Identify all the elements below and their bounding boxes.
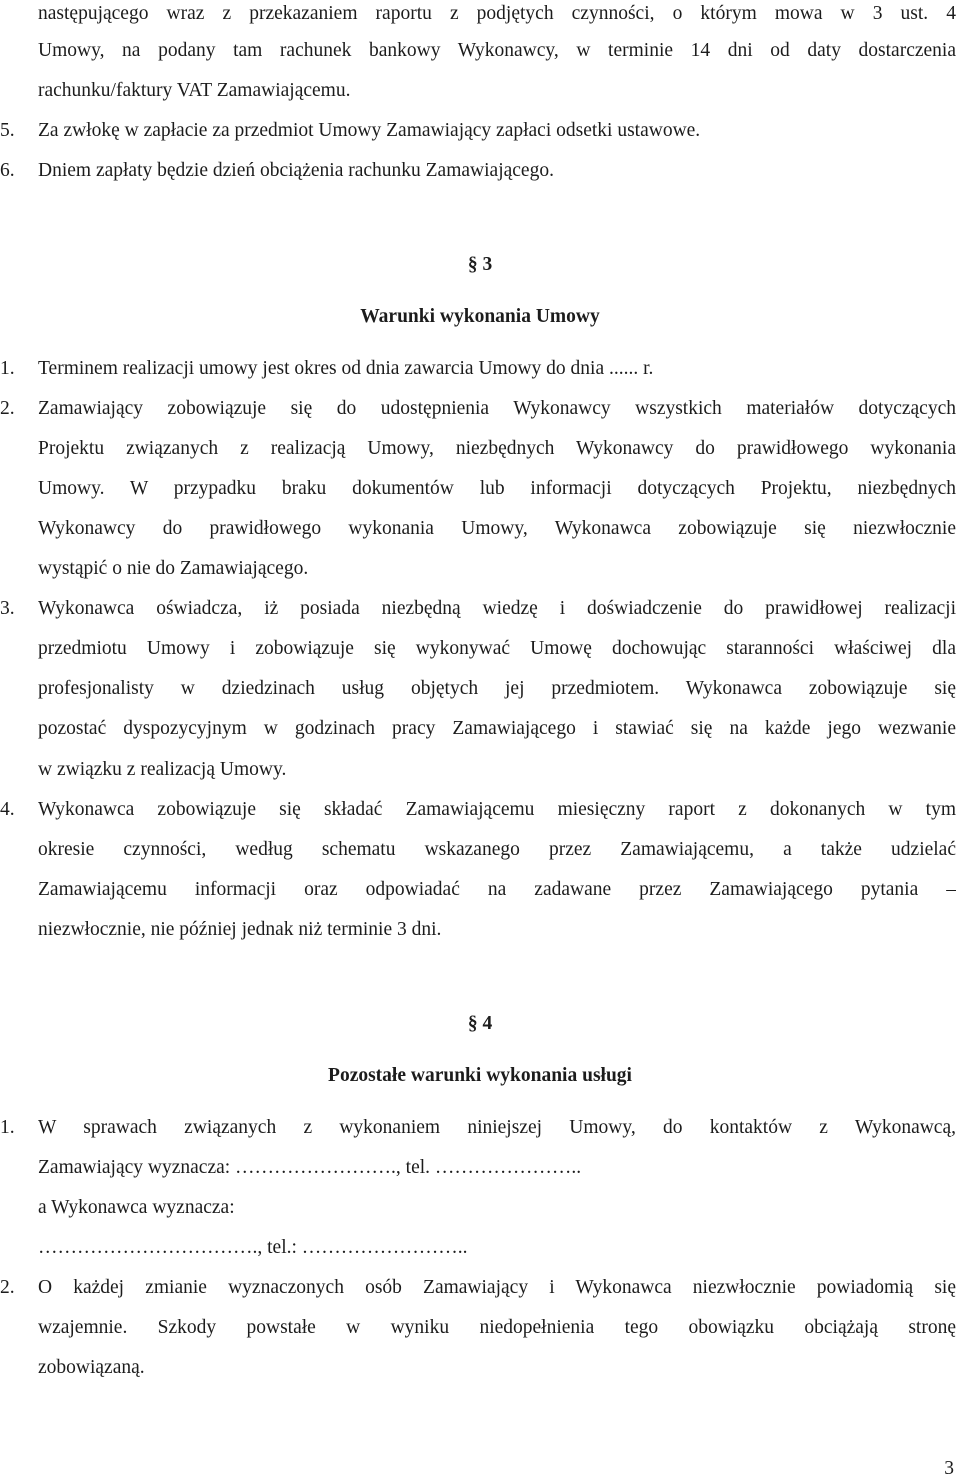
paragraph-line: Projektu związanych z realizacją Umowy, niezbędnych Wykonawcy do prawidłowego wykonania [38, 438, 956, 459]
section-symbol: § 3 [467, 254, 493, 275]
paragraph-line: pozostać dyspozycyjnym w godzinach pracy Zamawiającego i stawiać się na każde jego wezwanie [38, 718, 956, 739]
paragraph-line: Wykonawca oświadcza, iż posiada niezbędną wiedzę i doświadczenie do prawidłowej realizacji [38, 598, 956, 619]
page-number: 3 [944, 1458, 954, 1479]
item-number: 2. [0, 398, 15, 419]
paragraph-line: przedmiotu Umowy i zobowiązuje się wykonywać Umowę dochowując staranności właściwej dla [38, 638, 956, 659]
paragraph-line: następującego wraz z przekazaniem raportu z podjętych czynności, o którym mowa w 3 ust. 4 [38, 3, 956, 24]
paragraph-line: Zamawiający zobowiązuje się do udostępnienia Wykonawcy wszystkich materiałów dotyczących [38, 398, 956, 419]
paragraph-line: okresie czynności, według schematu wskazanego przez Zamawiającemu, a także udzielać [38, 839, 956, 860]
paragraph-line: ……………………………., tel.: …………………….. [38, 1237, 468, 1258]
paragraph-line: Wykonawca zobowiązuje się składać Zamawiającemu miesięczny raport z dokonanych w tym [38, 799, 956, 820]
paragraph-line: niezwłocznie, nie później jednak niż terminie 3 dni. [38, 919, 442, 940]
paragraph-line: w związku z realizacją Umowy. [38, 759, 287, 780]
item-number: 3. [0, 598, 15, 619]
item-number: 4. [0, 799, 15, 820]
item-number: 1. [0, 1117, 15, 1138]
paragraph-line: Dniem zapłaty będzie dzień obciążenia rachunku Zamawiającego. [38, 160, 554, 181]
paragraph-line: Wykonawcy do prawidłowego wykonania Umowy, Wykonawca zobowiązuje się niezwłocznie [38, 518, 956, 539]
paragraph-line: W sprawach związanych z wykonaniem niniejszej Umowy, do kontaktów z Wykonawcą, [38, 1117, 956, 1138]
paragraph-line: a Wykonawca wyznacza: [38, 1197, 235, 1218]
item-number: 2. [0, 1277, 15, 1298]
paragraph-line: profesjonalisty w dziedzinach usług objętych jej przedmiotem. Wykonawca zobowiązuje się [38, 678, 956, 699]
item-number: 5. [0, 120, 15, 141]
paragraph-line: Zamawiający wyznacza: ……………………., tel. ………………….. [38, 1157, 582, 1178]
item-number: 1. [0, 358, 15, 379]
paragraph-line: Umowy, na podany tam rachunek bankowy Wykonawcy, w terminie 14 dni od daty dostarczenia [38, 40, 956, 61]
paragraph-line: wystąpić o nie do Zamawiającego. [38, 558, 309, 579]
paragraph-line: O każdej zmianie wyznaczonych osób Zamawiający i Wykonawca niezwłocznie powiadomią się [38, 1277, 956, 1298]
item-number: 6. [0, 160, 15, 181]
paragraph-line: Za zwłokę w zapłacie za przedmiot Umowy Zamawiający zapłaci odsetki ustawowe. [38, 120, 701, 141]
section-title: Warunki wykonania Umowy [360, 306, 600, 327]
paragraph-line: rachunku/faktury VAT Zamawiającemu. [38, 80, 351, 101]
paragraph-line: wzajemnie. Szkody powstałe w wyniku niedopełnienia tego obowiązku obciążają stronę [38, 1317, 956, 1338]
paragraph-line: Umowy. W przypadku braku dokumentów lub informacji dotyczących Projektu, niezbędnych [38, 478, 956, 499]
paragraph-line: Zamawiającemu informacji oraz odpowiadać na zadawane przez Zamawiającego pytania – [38, 879, 956, 900]
paragraph-line: zobowiązaną. [38, 1357, 145, 1378]
paragraph-line: Terminem realizacji umowy jest okres od dnia zawarcia Umowy do dnia ...... r. [38, 358, 654, 379]
section-title: Pozostałe warunki wykonania usługi [328, 1065, 632, 1086]
section-symbol: § 4 [467, 1013, 493, 1034]
